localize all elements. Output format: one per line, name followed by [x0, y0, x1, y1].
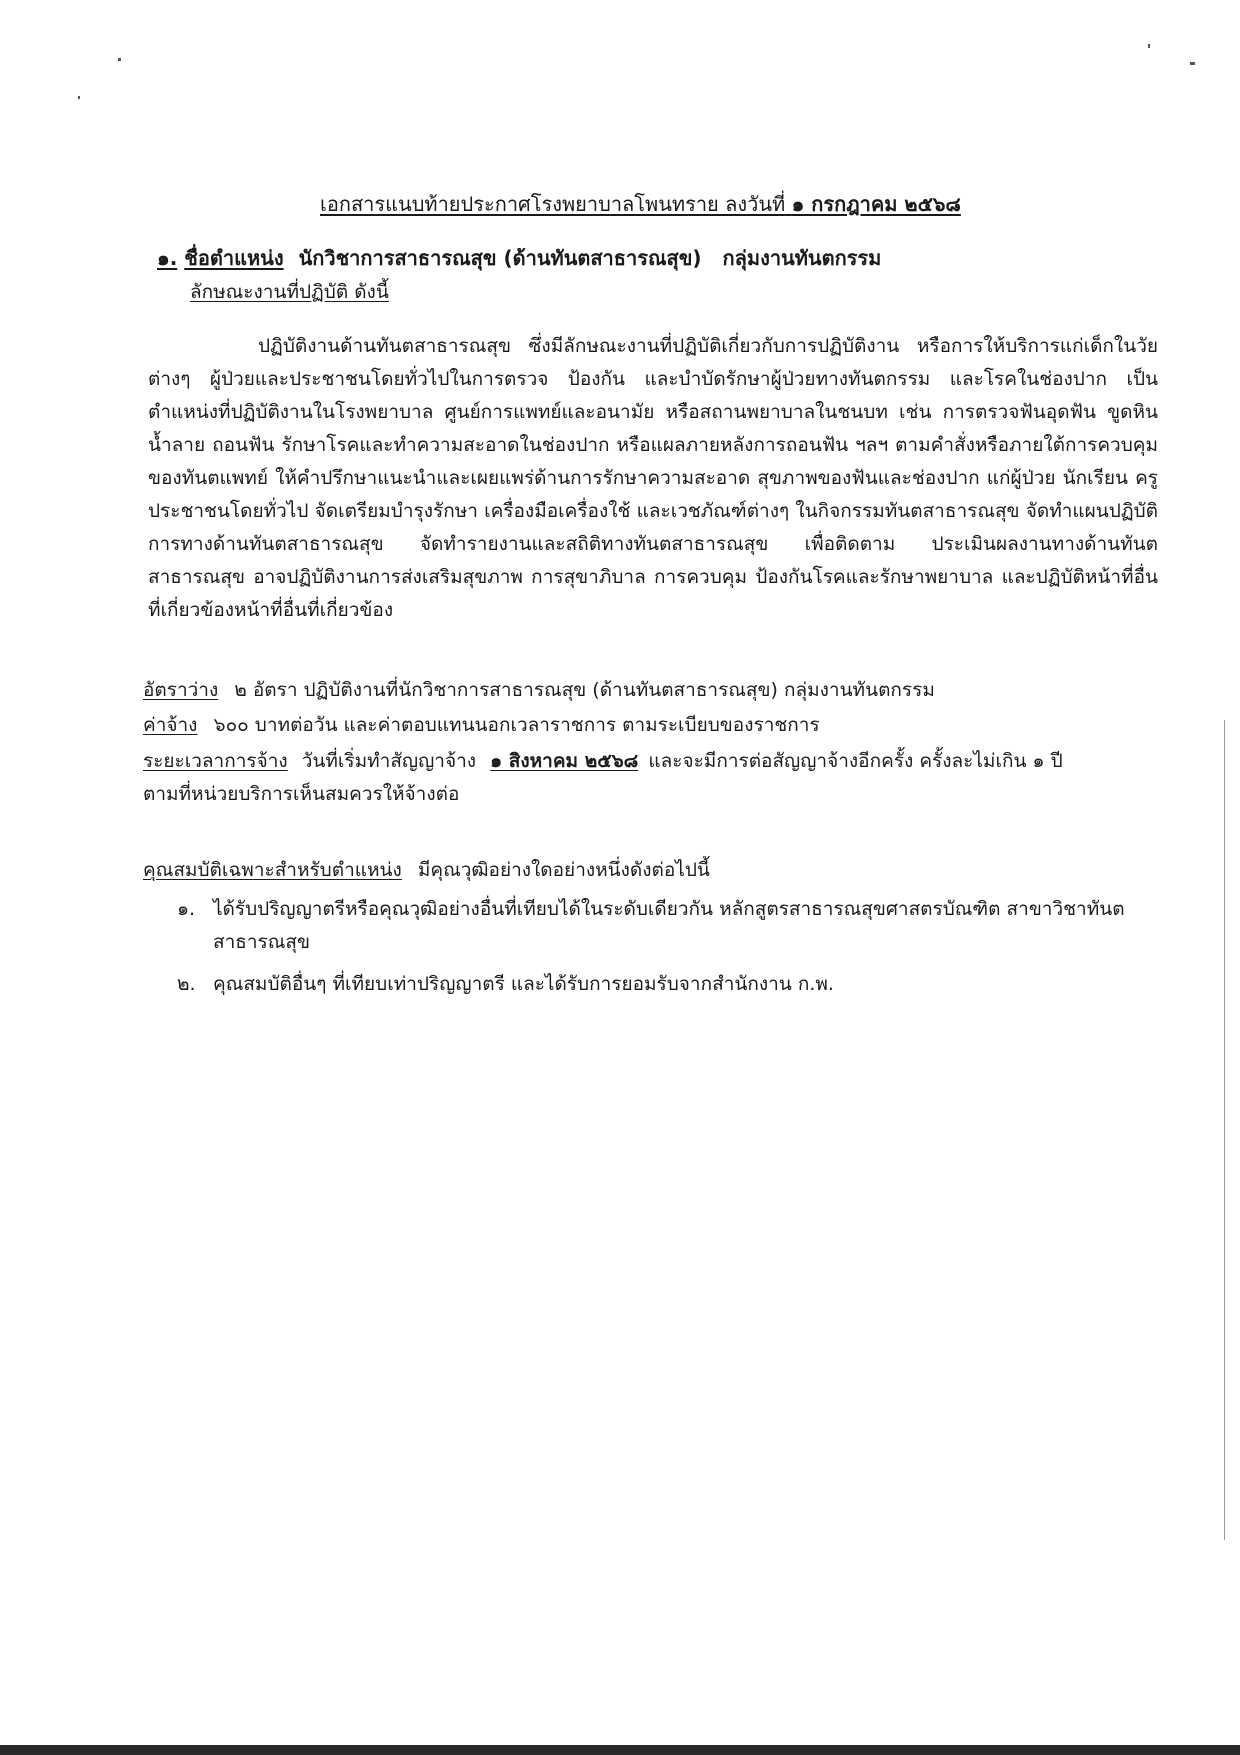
- employment-start-date: ๑ สิงหาคม ๒๕๖๘: [490, 750, 639, 772]
- heading-date: ๑ กรกฎาคม ๒๕๖๘: [791, 192, 961, 216]
- qualification-item: [177, 968, 1177, 1004]
- duties-label: ลักษณะงานที่ปฏิบัติ ดังนี้: [190, 281, 389, 303]
- position-group: กลุ่มงานทันตกรรม: [722, 246, 882, 270]
- employment-period-line: [143, 748, 1063, 774]
- employment-period-continuation: ตามที่หน่วยบริการเห็นสมควรให้จ้างต่อ: [143, 783, 460, 805]
- scan-speck: [1190, 62, 1195, 65]
- wage-text: ๖๐๐ บาทต่อวัน และค่าตอบแทนนอกเวลาราชการ ตามระเบียบของราชการ: [213, 714, 820, 736]
- scan-speck: [118, 58, 121, 61]
- document-heading: [320, 188, 961, 220]
- qualification-text: ได้รับปริญญาตรีหรือคุณวุฒิอย่างอื่นที่เทียบได้ในระดับเดียวกัน หลักสูตรสาธารณสุขศาสตรบัณฑิต สาขาวิชาทันตสาธารณสุข: [213, 898, 1125, 953]
- duties-description: ปฏิบัติงานด้านทันตสาธารณสุข ซึ่งมีลักษณะงานที่ปฏิบัติเกี่ยวกับการปฏิบัติงาน หรือการให้บริการแก่เด็กในวัยต่างๆ ผู้ป่วยและประชาชนโดยทั่วไปในการตรวจ ป้องกัน และบำบัดรักษาผู้ป่วยทางทันตกรรม และโรคในช่องปาก เป็นตำแหน่งที่ปฏิบัติงานในโรงพยาบาล ศูนย์การแพทย์และอนามัย หรือสถานพยาบาลในชนบท เช่น การตรวจฟันอุดฟัน ขูดหินน้ำลาย ถอนฟัน รักษาโรคและทำความสะอาดในช่องปาก หรือแผลภายหลังการถอนฟัน ฯลฯ ตามคำสั่งหรือภายใต้การควบคุมของทันตแพทย์ ให้คำปรึกษาแนะนำและเผยแพร่ด้านการรักษาความสะอาด สุขภาพของฟันและช่องปาก แก่ผู้ป่วย นักเรียน ครู ประชาชนโดยทั่วไป จัดเตรียมบำรุงรักษา เครื่องมือเครื่องใช้ และเวชภัณฑ์ต่างๆ ในกิจกรรมทันตสาธารณสุข จัดทำแผนปฏิบัติการทางด้านทันตสาธารณสุข จัดทำรายงานและสถิติทางทันตสาธารณสุข เพื่อติดตาม ประเมินผลงานทางด้านทันตสาธารณสุข อาจปฏิบัติงานการส่งเสริมสุขภาพ การสุขาภิบาล การควบคุม ป้องกันโรคและรักษาพยาบาล และปฏิบัติหน้าที่อื่นที่เกี่ยวข้องหน้าที่อื่นที่เกี่ยวข้อง: [148, 335, 1158, 621]
- vacancy-line: [143, 677, 935, 703]
- qualifications-line: [143, 857, 710, 883]
- position-label: ชื่อตำแหน่ง: [184, 246, 284, 270]
- employment-period-label: ระยะเวลาการจ้าง: [143, 750, 288, 772]
- wage-line: [143, 712, 820, 738]
- scan-speck: [1148, 44, 1150, 48]
- employment-period-text-before: วันที่เริ่มทำสัญญาจ้าง: [301, 750, 477, 772]
- qualification-text: คุณสมบัติอื่นๆ ที่เทียบเท่าปริญญาตรี และได้รับการยอมรับจากสำนักงาน ก.พ.: [213, 973, 834, 995]
- employment-period-text-after: และจะมีการต่อสัญญาจ้างอีกครั้ง ครั้งละไม่เกิน ๑ ปี: [648, 750, 1063, 772]
- section-title: [157, 242, 881, 274]
- vacancy-text: ๒ อัตรา ปฏิบัติงานที่นักวิชาการสาธารณสุข (ด้านทันตสาธารณสุข) กลุ่มงานทันตกรรม: [234, 679, 935, 701]
- scan-speck: [78, 96, 80, 99]
- qualification-number: ๒.: [177, 973, 196, 995]
- heading-prefix: เอกสารแนบท้ายประกาศโรงพยาบาลโพนทราย ลงวันที่: [320, 192, 786, 216]
- vacancy-label: อัตราว่าง: [143, 679, 219, 701]
- position-name: นักวิชาการสาธารณสุข (ด้านทันตสาธารณสุข): [298, 246, 702, 270]
- qualification-number: ๑.: [177, 898, 196, 920]
- scan-edge-line: [1224, 720, 1225, 1540]
- section-number: ๑.: [157, 246, 178, 270]
- qualifications-label: คุณสมบัติเฉพาะสำหรับตำแหน่ง: [143, 859, 402, 881]
- scan-bottom-edge: [0, 1745, 1240, 1755]
- qualification-item: [177, 893, 1177, 963]
- wage-label: ค่าจ้าง: [143, 714, 198, 736]
- qualifications-intro: มีคุณวุฒิอย่างใดอย่างหนึ่งดังต่อไปนี้: [417, 859, 710, 881]
